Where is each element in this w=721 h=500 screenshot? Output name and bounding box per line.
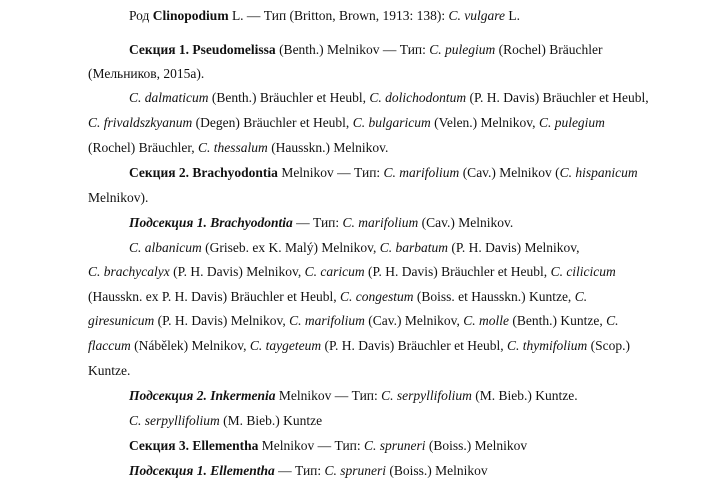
text-line — [88, 190, 148, 206]
text-line — [129, 388, 578, 404]
text-run: Melnikov). — [88, 190, 149, 205]
text-run: (Cav.) Melnikov, — [364, 313, 464, 328]
text-run — [129, 215, 210, 230]
text-run: (Cav.) Melnikov ( — [459, 165, 560, 180]
text-run: (Мельников, 2015а). — [88, 66, 205, 81]
text-run: (Rochel) Bräuchler — [495, 42, 603, 57]
text-run: (Degen) Bräuchler et Heubl, — [192, 115, 353, 130]
text-run: — Тип: — [292, 215, 343, 230]
text-run: Clinopodium — [152, 8, 229, 23]
text-run: Секция 3. Ellementha — [129, 438, 259, 453]
text-run: Melnikov — Тип: — [275, 388, 382, 403]
text-run: Ellementha — [210, 463, 275, 478]
text-run: L. — Тип (Britton, Brown, 1913: 138): — [228, 8, 449, 23]
text-run — [129, 463, 210, 478]
text-run: C. albanicum — [129, 240, 202, 255]
text-run: (M. Bieb.) Kuntze. — [471, 388, 578, 403]
text-run: C. dalmaticum — [129, 90, 209, 105]
text-run: Brachyodontia — [210, 215, 293, 230]
text-run: C. frivaldszkyanum — [88, 115, 193, 130]
text-run: flaccum — [88, 338, 131, 353]
text-run: C. cilicicum — [550, 264, 616, 279]
text-run: Секция 1. Pseudomelissa — [129, 42, 276, 57]
text-line — [88, 140, 388, 156]
text-run: C. bulgaricum — [352, 115, 431, 130]
text-run: (Nábělek) Melnikov, — [130, 338, 250, 353]
text-line — [88, 289, 587, 305]
text-run: Подсекция 1. — [129, 215, 211, 230]
text-run: (Benth.) Bräuchler et Heubl, — [208, 90, 370, 105]
text-line — [129, 215, 513, 231]
text-line — [129, 90, 649, 106]
text-line — [88, 66, 204, 82]
text-run: (M. Bieb.) Kuntze — [219, 413, 323, 428]
text-run: C. taygeteum — [249, 338, 322, 353]
text-run: Melnikov — Тип: — [258, 438, 365, 453]
text-run: Kuntze. — [88, 363, 131, 378]
text-run — [210, 388, 275, 403]
text-run: Melnikov — Тип: — [277, 165, 384, 180]
text-run: C. dolichodontum — [369, 90, 467, 105]
text-run — [210, 463, 275, 478]
text-run: Подсекция 1. — [129, 463, 211, 478]
text-run: (P. H. Davis) Melnikov, — [169, 264, 305, 279]
text-run: (Boiss.) Melnikov — [425, 438, 528, 453]
text-run: C. thymifolium — [507, 338, 588, 353]
text-run: C. congestum — [339, 289, 414, 304]
text-line — [88, 264, 616, 280]
text-run: (Scop.) — [587, 338, 631, 353]
text-run: C. brachycalyx — [88, 264, 170, 279]
text-run: (Griseb. ex K. Malý) Melnikov, — [201, 240, 380, 255]
text-run: C. marifolium — [342, 215, 419, 230]
text-run: C. molle — [463, 313, 509, 328]
text-run: C. spruneri — [364, 438, 426, 453]
text-run: C. spruneri — [324, 463, 387, 478]
text-run: (Benth.) Kuntze, — [509, 313, 607, 328]
text-run: (P. H. Davis) Bräuchler et Heubl, — [321, 338, 508, 353]
text-line — [88, 338, 630, 354]
text-run: C. serpyllifolium — [381, 388, 472, 403]
text-run: C. marifolium — [383, 165, 460, 180]
text-line — [88, 115, 605, 131]
text-run: L. — [505, 8, 521, 23]
text-run: C. hispanicum — [559, 165, 638, 180]
text-line — [129, 240, 579, 256]
text-run: — Тип: — [274, 463, 325, 478]
text-run: Inkermenia — [210, 388, 276, 403]
text-line — [129, 463, 488, 479]
text-run: (Boiss.) Melnikov — [386, 463, 488, 478]
text-run: Род — [129, 8, 153, 23]
text-line — [129, 42, 603, 58]
text-run: (Hausskn.) Melnikov. — [267, 140, 389, 155]
text-run: (Benth.) Melnikov — Тип: — [275, 42, 430, 57]
text-run: (Boiss. et Hausskn.) Kuntze, — [413, 289, 575, 304]
text-run — [129, 388, 210, 403]
text-run: C. serpyllifolium — [129, 413, 220, 428]
text-run: C. vulgare — [448, 8, 506, 23]
text-run: C. thessalum — [198, 140, 268, 155]
text-run: C. — [606, 313, 619, 328]
text-run: C. caricum — [304, 264, 365, 279]
text-run: (P. H. Davis) Melnikov, — [154, 313, 290, 328]
text-run: (Rochel) Bräuchler, — [88, 140, 199, 155]
text-run: (P. H. Davis) Melnikov, — [447, 240, 580, 255]
text-run: (Velen.) Melnikov, — [430, 115, 539, 130]
text-line — [129, 413, 322, 429]
text-line — [129, 8, 520, 24]
text-run: (Cav.) Melnikov. — [418, 215, 514, 230]
text-line — [129, 438, 527, 454]
text-run — [210, 215, 293, 230]
text-run: giresunicum — [88, 313, 155, 328]
text-run: C. — [574, 289, 588, 304]
text-run: C. pulegium — [538, 115, 605, 130]
text-run: C. barbatum — [379, 240, 448, 255]
text-line — [129, 165, 638, 181]
text-run: Подсекция 2. — [129, 388, 211, 403]
text-run: (Hausskn. ex P. H. Davis) Bräuchler et Heubl, — [88, 289, 340, 304]
text-line — [88, 313, 619, 329]
text-run: Секция 2. Brachyodontia — [129, 165, 278, 180]
text-line — [88, 363, 130, 379]
text-run: (P. H. Davis) Bräuchler et Heubl, — [364, 264, 551, 279]
text-run: C. pulegium — [429, 42, 496, 57]
text-run: C. marifolium — [289, 313, 365, 328]
text-run: (P. H. Davis) Bräuchler et Heubl, — [466, 90, 649, 105]
